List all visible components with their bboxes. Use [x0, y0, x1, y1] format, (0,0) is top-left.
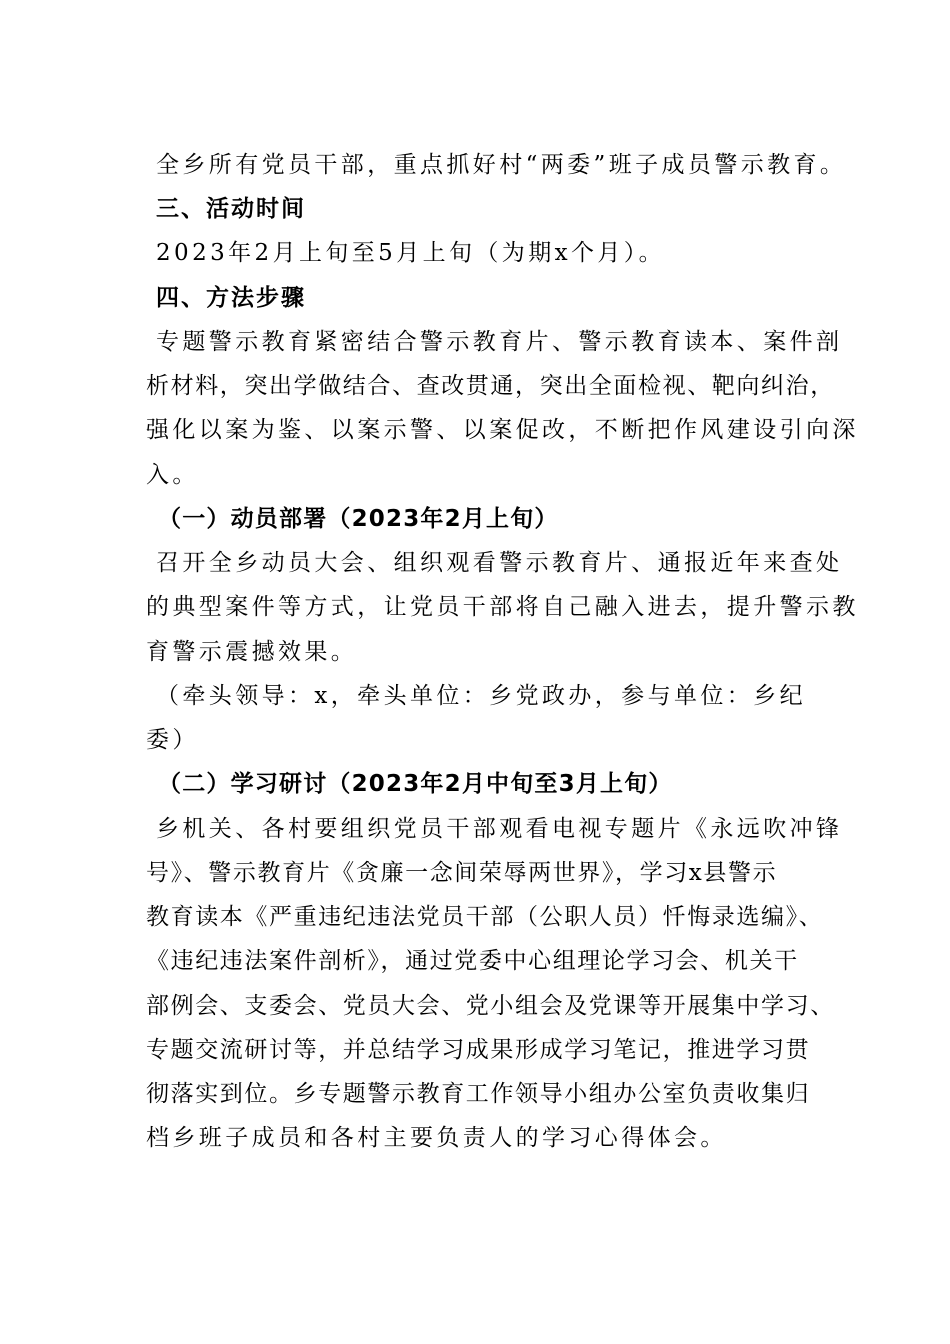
paragraph-line: 强化以案为鉴、以案示警、以案促改，不断把作风建设引向深: [146, 417, 859, 443]
subsection-heading-mobilization: （一）动员部署（2023年2月上旬）: [158, 506, 559, 532]
paragraph-line: 专题交流研讨等，并总结学习成果形成学习笔记，推进学习贯: [146, 1037, 811, 1063]
paragraph-line: 专题警示教育紧密结合警示教育片、警示教育读本、案件剖: [156, 329, 843, 355]
paragraph-line: 全乡所有党员干部，重点抓好村“两委”班子成员警示教育。: [156, 152, 847, 178]
paragraph-line: 的典型案件等方式，让党员干部将自己融入进去，提升警示教: [146, 594, 859, 620]
paragraph-line: 入。: [146, 462, 199, 488]
paragraph-line: 《违纪违法案件剖析》，通过党委中心组理论学习会、机关干: [146, 948, 799, 974]
paragraph-line: 档乡班子成员和各村主要负责人的学习心得体会。: [146, 1125, 727, 1151]
paragraph-line: 委）: [146, 727, 199, 753]
paragraph-line: 析材料，突出学做结合、查改贯通，突出全面检视、靶向纠治，: [146, 373, 835, 399]
paragraph-line: （牵头领导：x，牵头单位：乡党政办，参与单位：乡纪: [156, 683, 806, 709]
section-heading-methods: 四、方法步骤: [156, 285, 306, 311]
paragraph-line: 乡机关、各村要组织党员干部观看电视专题片《永远吹冲锋: [156, 816, 843, 842]
paragraph-line: 2023年2月上旬至5月上旬（为期x个月）。: [156, 240, 666, 266]
paragraph-line: 彻落实到位。乡专题警示教育工作领导小组办公室负责收集归: [146, 1081, 811, 1107]
paragraph-line: 教育读本《严重违纪违法党员干部（公职人员）忏悔录选编》、: [146, 904, 824, 930]
paragraph-line: 育警示震撼效果。: [146, 639, 358, 665]
paragraph-line: 号》、警示教育片《贪廉一念间荣辱两世界》，学习x县警示: [146, 860, 778, 886]
paragraph-line: 召开全乡动员大会、组织观看警示教育片、通报近年来查处: [156, 550, 843, 576]
subsection-heading-study: （二）学习研讨（2023年2月中旬至3月上旬）: [158, 771, 673, 797]
section-heading-activity-time: 三、活动时间: [156, 196, 306, 222]
paragraph-line: 部例会、支委会、党员大会、党小组会及党课等开展集中学习、: [146, 993, 835, 1019]
